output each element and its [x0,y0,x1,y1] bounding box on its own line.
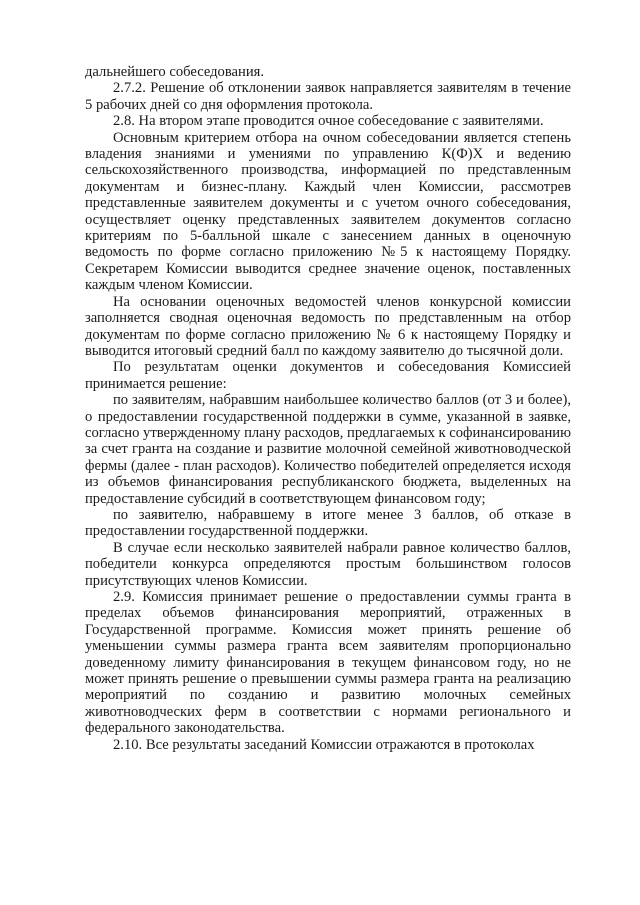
paragraph-summary-sheet: На основании оценочных ведомостей членов конкурсной комиссии заполняется сводная оценочная ведомость по представленным на отбор документам по форме согласно приложению № 6 к настоящему Порядку и выводится итоговый средний балл по каждому заявителю до тысячной доли. [85,293,571,359]
paragraph-decision-intro: По результатам оценки документов и собеседования Комиссией принимается решение: [85,359,571,392]
paragraph-decision-refusal: по заявителю, набравшему в итоге менее 3 баллов, об отказе в предоставлении государственной поддержки. [85,506,571,540]
paragraph-decision-grant: по заявителям, набравшим наибольшее количество баллов (от 3 и более), о предоставлении государственной поддержки в сумме, указанной в заявке, согласно утвержденному плану расходов, предлагаемых к софинансированию за счет гранта на создание и развитие молочной семейной животноводческой фермы (далее - план расходов). Количество победителей определяется исходя из объемов финансирования республиканского бюджета, выделенных на предоставление субсидий в соответствующем финансовом году; [85,392,571,507]
paragraph-equal-score: В случае если несколько заявителей набрали равное количество баллов, победители конкурса определяются простым большинством голосов присутствующих членов Комиссии. [85,539,571,589]
paragraph-2-10: 2.10. Все результаты заседаний Комиссии отражаются в протоколах [113,736,535,753]
paragraph-main-criterion: Основным критерием отбора на очном собеседовании является степень владения знаниями и умениями по управлению К(Ф)Х и ведению сельскохозяйственного производства, информацией по представленным документам и бизнес-плану. Каждый член Комиссии, рассмотрев представленные заявителем документы и с учетом очного собеседования, осуществляет оценку представленных заявителем документов согласно критериям по 5-балльной шкале с занесением данных в оценочную ведомость по форме согласно приложению №5 к настоящему Порядку. Секретарем Комиссии выводится среднее значение оценок, поставленных каждым членом Комиссии. [85,129,571,294]
paragraph-2-8: 2.8. На втором этапе проводится очное собеседование с заявителями. [113,113,544,130]
paragraph-2-9: 2.9. Комиссия принимает решение о предоставлении суммы гранта в пределах объемов финансирования мероприятий, отраженных в Государственной программе. Комиссия может принять решение об уменьшении суммы размера гранта всем заявителям пропорционально доведенному лимиту финансирования в текущем финансовом году, но не может принять решение о превышении суммы размера гранта на реализацию мероприятий по созданию и развитию молочных семейных животноводческих ферм в соответствии с нормами регионального и федерального законодательства. [85,589,571,737]
paragraph-continuation: дальнейшего собеседования. [85,64,265,80]
document-body [85,64,571,753]
paragraph-2-7-2: 2.7.2. Решение об отклонении заявок направляется заявителям в течение 5 рабочих дней со дня оформления протокола. [85,80,571,113]
